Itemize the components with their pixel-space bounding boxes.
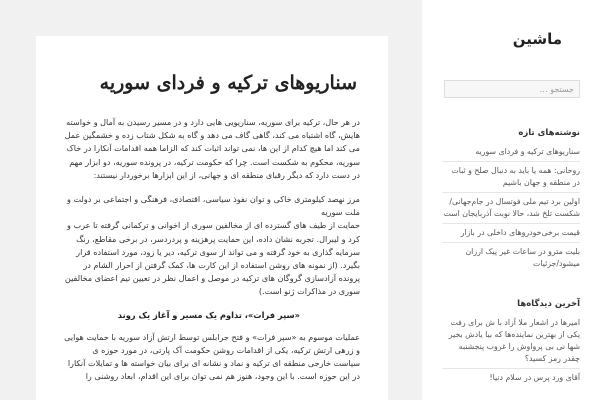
recent-post-link[interactable]: روحانی: همه یا باید به دنبال صلح و ثبات در منطقه و جهان باشیم (451, 166, 580, 187)
recent-post-link[interactable]: بلیت مترو در ساعات غیر پیک ارزان میشود/جزئیات (465, 247, 580, 268)
recent-comments-list (442, 317, 580, 387)
recent-post-item[interactable] (442, 223, 580, 242)
recent-comments-title: آخرین دیدگاه‌ها (517, 299, 580, 309)
search-input[interactable]: جستجو … (444, 80, 580, 98)
recent-posts-title: نوشته‌های تازه (518, 128, 580, 138)
article-card (36, 36, 388, 400)
article-paragraph-3: حمایت از طیف های گسترده ای از مخالفین سوری از اخوانی و ترکمانی گرفته تا عرب و کرد و لیبرال. تجربه نشان داده، این حمایت پرهزینه و پردردسر، در برخی مقاطع، رنگ سرمایه گذاری به خود گرفته و می تواند از سوی ترکیه، دیر یا زود، مورد استفاده قرار بگیرد. (از نمونه های روشن استفاده از این کارت ها، کمک گرفتن از احرار الشام در پرونده آزادسازی گروگان های ترکیه در موصل و اعمال نظر در تعیین تیم اعضای مخالفین سوری در مذاکرات ژنو است.) (64, 220, 360, 297)
article-subheading: «سپر فرات»، تداوم یک مسیر و آغاز یک روند (117, 309, 300, 320)
article-paragraph-2: مرز نهصد کیلومتری خاکی و توان نفوذ سیاسی، اقتصادی، فرهنگی و اجتماعی بر دولت و ملت سوریه (66, 194, 360, 218)
sidebar (422, 0, 600, 400)
recent-posts-list (442, 146, 580, 273)
recent-post-link[interactable]: سناریوهای ترکیه و فردای سوریه (475, 147, 580, 156)
recent-post-link[interactable]: اولین برد تیم ملی فوتسال در جام‌جهانی/شکست تلخ شد، حالا نوبت آذربایجان است (443, 197, 580, 218)
recent-comment-item[interactable] (442, 317, 580, 368)
article-paragraph-1: در هر حال، ترکیه برای سوریه، سناریویی هایی دارد و در مسیر رسیدن به آمال و خواسته هایش، گاه اشتباه می کند، گاهی گاف می دهد و گاه به شکل شتاب زده و خشمگین عمل می کند اما هیچ کدام از این ها، نمی تواند اثبات کند که الزاما همه اقدامات آنکارا در خاک سوریه، محکوم به شکست است. چرا که حکومت ترکیه، در پرونده سوریه، دو ابزار مهم در دست دارد که دیگر رقبای منطقه ای و جهانی، از این ابزارها برخوردار نیستند: (64, 117, 360, 180)
recent-post-item[interactable] (442, 192, 580, 223)
recent-post-link[interactable]: قیمت برخی‌خودروهای داخلی در بازار (460, 228, 580, 237)
site-title[interactable]: ماشین (512, 30, 562, 48)
article-paragraph-4: عملیات موسوم به «سپر فرات» و فتح جرابلس توسط ارتش آزاد سوریه با حمایت هوایی و زرهی ارتش ترکیه، یکی از اقدامات روشن حکومت آک پارتی، در مورد حوزه ی سیاست خارجی منطقه ای ترکیه و نماد و نشانه ای برای بیان خواسته ها و تمایلات آنکارا در این حوزه است. با این وجود، هنوز هم نمی توان برای این اقدام، ابعاد روشنی را (64, 331, 360, 382)
recent-comment-link[interactable]: آقای ورد پرس در سلام دنیا! (489, 373, 580, 382)
article-title[interactable]: سناریوهای ترکیه و فردای سوریه (99, 72, 357, 94)
recent-post-item[interactable] (442, 161, 580, 192)
recent-post-item[interactable] (442, 242, 580, 273)
recent-comment-item[interactable] (442, 368, 580, 387)
recent-comment-link[interactable]: امیرها در اشعار ملا آزاد با ش برای رفت یکی از بهترین نماینده‌ها که بیا یادش بخیر شها نی بی پرواوش را غروب پنجشنبه چقدر رمز کسید؟ (448, 318, 580, 363)
recent-post-item[interactable] (442, 146, 580, 161)
